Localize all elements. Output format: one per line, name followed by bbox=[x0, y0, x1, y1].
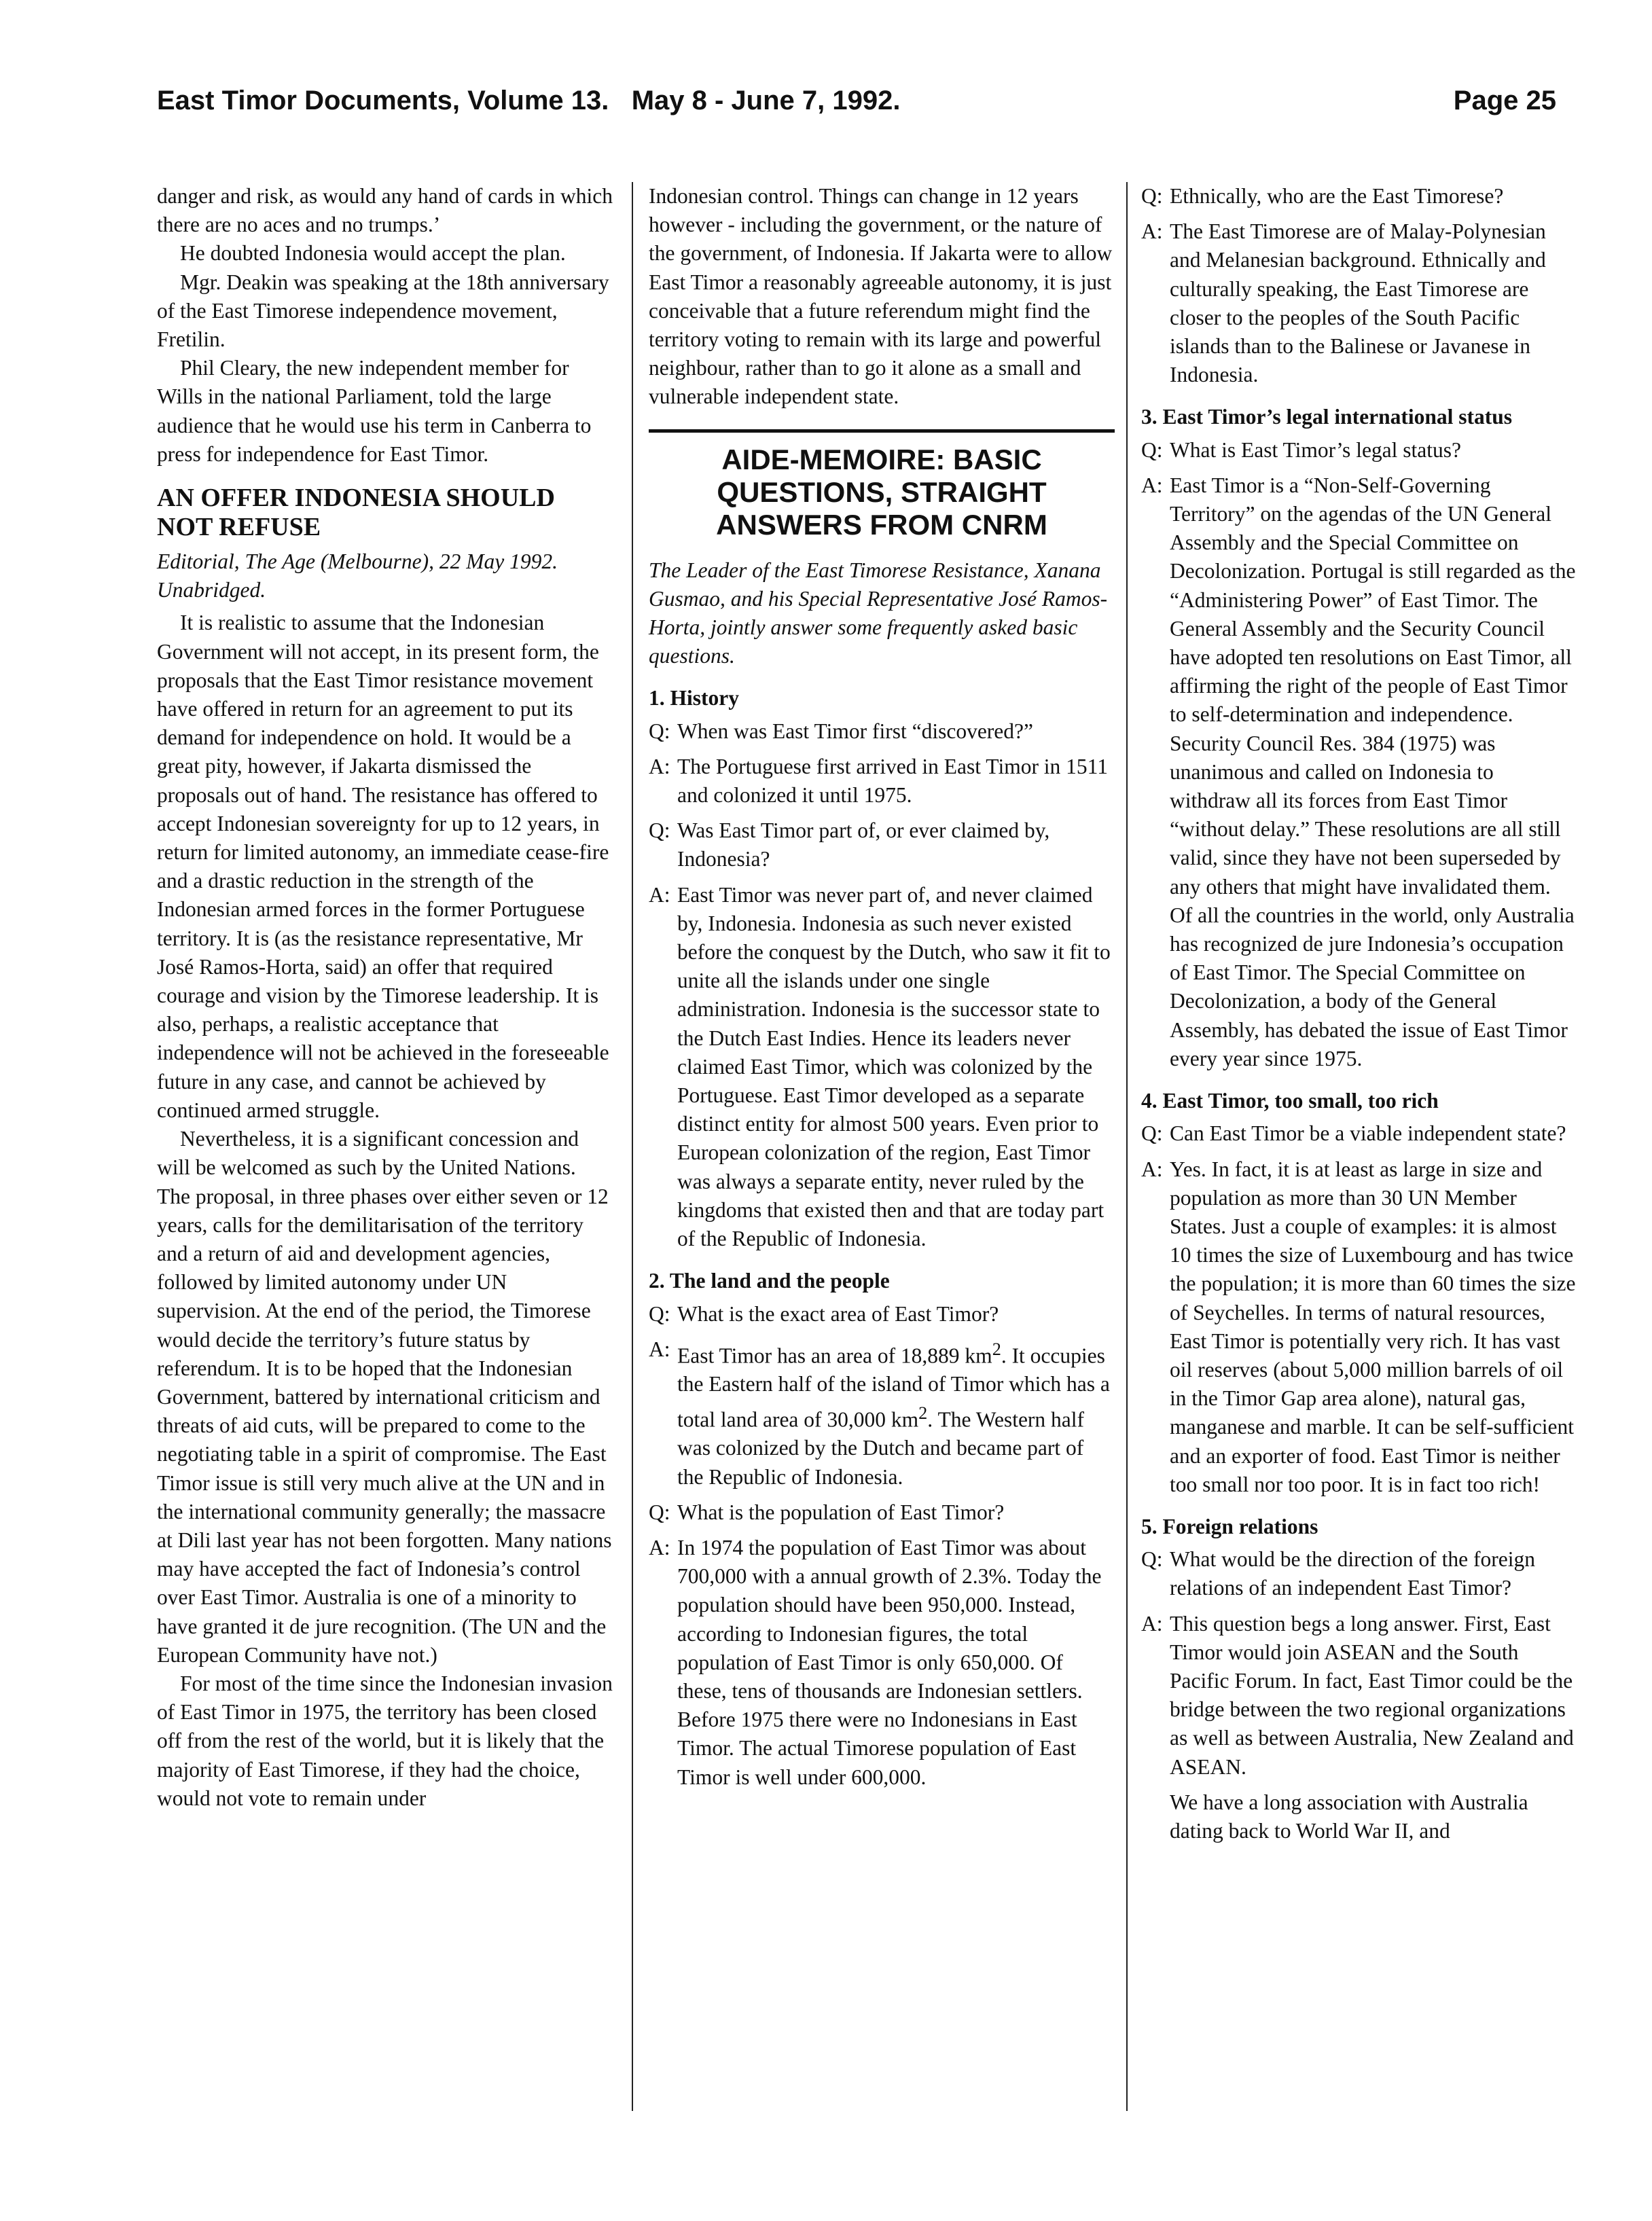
page-number: Page 25 bbox=[1453, 86, 1556, 115]
section-heading: 3. East Timor’s legal international status bbox=[1141, 405, 1513, 429]
article-byline: Editorial, The Age (Melbourne), 22 May 1992. Unabridged. bbox=[157, 549, 558, 602]
column-divider bbox=[1126, 182, 1128, 2111]
question: Q: Can East Timor be a viable independent state? bbox=[1141, 1121, 1566, 1146]
paragraph: He doubted Indonesia would accept the plan. bbox=[180, 241, 566, 266]
answer: A: East Timor is a “Non-Self-Governing Territory” on the agendas of the UN General Assembly and the Special Committee on Decolonization. Portugal is still regarded as the “Administering Power” of East Timor. The General Assembly and the Security Council have adopted ten resolutions on East Timor, all affirming the right of the people of East Timor to self-determination and independence. Security Council Res. 384 (1975) was unanimous and called on Indonesia to withdraw all its forces from East Timor “without delay.” These resolutions are all still valid, since they have not been superseded by any others that might have invalidated them. Of all the countries in the world, only Australia has recognized de jure Indonesia’s occupation of East Timor. The Special Committee on Decolonization, a body of the General Assembly, has debated the issue of East Timor every year since 1975. bbox=[1141, 473, 1576, 1070]
column-1 bbox=[157, 182, 613, 1813]
paragraph: Nevertheless, it is a significant concession and will be welcomed as such by the United Nations. The proposal, in three phases over either seven or 12 years, calls for the demilitarisation of the territory and a return of aid and development agencies, followed by limited autonomy under UN supervision. At the end of the period, the Timorese would decide the territory’s future status by referendum. It is to be hoped that the Indonesian Government, battered by international criticism and threats of aid cuts, will be prepared to come to the negotiating table in a spirit of compromise. The East Timor issue is still very much alive at the UN and in the international community generally; the massacre at Dili last year has not been forgotten. Many nations may have accepted the fact of Indonesia’s control over East Timor. Australia is one of a minority to have granted it de jure recognition. (The UN and the European Community have not.) bbox=[157, 1127, 612, 1667]
answer: A: The East Timorese are of Malay-Polynesian and Melanesian background. Ethnically and culturally speaking, the East Timorese are closer to the peoples of the South Pacific islands than to the Balinese or Javanese in Indonesia. bbox=[1141, 219, 1546, 387]
question: Q: What is East Timor’s legal status? bbox=[1141, 437, 1462, 462]
question: Q: What is the exact area of East Timor? bbox=[649, 1301, 999, 1326]
question: Q: When was East Timor first “discovered?” bbox=[649, 719, 1033, 743]
page-header bbox=[157, 86, 1556, 133]
section-rule bbox=[649, 429, 1115, 433]
article-intro: The Leader of the East Timorese Resistance, Xanana Gusmao, and his Special Representative José Ramos-Horta, jointly answer some frequently asked basic questions. bbox=[649, 558, 1108, 668]
article-title: AN OFFER INDONESIA SHOULD NOT REFUSE bbox=[157, 484, 555, 542]
answer: A: This question begs a long answer. First, East Timor would join ASEAN and the South Pacific Forum. In fact, East Timor could be the bridge between the two regional organizations as well as between Australia, New Zealand and ASEAN. bbox=[1141, 1611, 1574, 1779]
section-heading: 1. History bbox=[649, 686, 739, 710]
question: Q: What would be the direction of the foreign relations of an independent East Timor? bbox=[1141, 1547, 1535, 1600]
paragraph: Mgr. Deakin was speaking at the 18th anniversary of the East Timorese independence movement, Fretilin. bbox=[157, 270, 609, 352]
section-heading: 5. Foreign relations bbox=[1141, 1514, 1318, 1538]
area-answer: East Timor has an area of 18,889 $km^2$. It occupies the Eastern half of the island of Timor which has a total land area of 30,000 $km^2$. The Western half was colonized by the Dutch and became part of the Republic of Indonesia. bbox=[677, 1339, 1110, 1489]
question: Q: Ethnically, who are the East Timorese? bbox=[1141, 184, 1504, 208]
question: Q: Was East Timor part of, or ever claimed by, Indonesia? bbox=[649, 818, 1050, 871]
answer: A: In 1974 the population of East Timor was about 700,000 with a annual growth of 2.3%. Today the population should have been 950,000. Instead, according to Indonesian figures, the total population of East Timor is only 650,000. Of these, tens of thousands are Indonesian settlers. Before 1975 there were no Indonesians in East Timor. The actual Timorese population of East Timor is well under 600,000. bbox=[649, 1535, 1102, 1789]
column-divider bbox=[632, 182, 633, 2111]
paragraph: It is realistic to assume that the Indonesian Government will not accept, in its present form, the proposals that the East Timor resistance movement have offered in return for an agreement to put its demand for independence on hold. It would be a great pity, however, if Jakarta dismissed the proposals out of hand. The resistance has offered to accept Indonesian sovereignty for up to 12 years, in return for limited autonomy, an immediate cease-fire and a drastic reduction in the strength of the Indonesian armed forces in the former Portuguese territory. It is (as the resistance representative, Mr José Ramos-Horta, said) an offer that required courage and vision by the Timorese leadership. It is also, perhaps, a realistic acceptance that independence will not be achieved in the foreseeable future in any case, and cannot be achieved by continued armed struggle. bbox=[157, 611, 609, 1122]
section-heading: 2. The land and the people bbox=[649, 1269, 890, 1293]
paragraph: We have a long association with Australia dating back to World War II, and bbox=[1170, 1790, 1528, 1843]
column-3 bbox=[1141, 182, 1576, 1845]
answer: A: The Portuguese first arrived in East Timor in 1511 and colonized it until 1975. bbox=[649, 754, 1109, 808]
article-title: AIDE-MEMOIRE: BASIC QUESTIONS, STRAIGHT ANSWERS FROM CNRM bbox=[716, 443, 1047, 541]
paragraph: Phil Cleary, the new independent member for Wills in the national Parliament, told the large audience that he would use his term in Canberra to press for independence for East Timor. bbox=[157, 356, 592, 466]
running-title: East Timor Documents, Volume 13. May 8 - June 7, 1992. bbox=[157, 86, 901, 115]
question: Q: What is the population of East Timor? bbox=[649, 1500, 1005, 1524]
paragraph: danger and risk, as would any hand of cards in which there are no aces and no trumps.’ bbox=[157, 184, 613, 237]
paragraph: Indonesian control. Things can change in 12 years however - including the government, or the nature of the government, of Indonesia. If Jakarta were to allow East Timor a reasonably agreeable autonomy, it is just conceivable that a future referendum might find the territory voting to remain with its large and powerful neighbour, rather than to go it alone as a small and vulnerable independent state. bbox=[649, 184, 1113, 409]
answer: A: Yes. In fact, it is at least as large in size and population as more than 30 UN Member States. Just a couple of examples: it is almost 10 times the size of Luxembourg and has twice the population; it is more than 60 times the size of Seychelles. In terms of natural resources, East Timor is potentially very rich. It has vast oil reserves (about 5,000 million barrels of oil in the Timor Gap area alone), natural gas, manganese and marble. It can be self-sufficient and an exporter of food. East Timor is neither too small nor too poor. It is in fact too rich! bbox=[1141, 1157, 1576, 1496]
section-heading: 4. East Timor, too small, too rich bbox=[1141, 1089, 1439, 1113]
paragraph: For most of the time since the Indonesian invasion of East Timor in 1975, the territory has been closed off from the rest of the world, but it is likely that the majority of East Timorese, if they had the choice, would not vote to remain under bbox=[157, 1671, 613, 1810]
column-2 bbox=[649, 182, 1115, 1799]
answer: A: East Timor was never part of, and never claimed by, Indonesia. Indonesia as such never existed before the conquest by the Dutch, who saw it fit to unite all the islands under one single administration. Indonesia is the successor state to the Dutch East Indies. Hence its leaders never claimed East Timor, which was colonized by the Portuguese. East Timor developed as a separate distinct entity for almost 500 years. Even prior to European colonization of the region, East Timor was always a separate entity, never ruled by the kingdoms that existed then and that are today part of the Republic of Indonesia. bbox=[649, 882, 1111, 1251]
answer: A: East Timor has an area of 18,889 $km^2$. It occupies the Eastern half of the island of Timor which has a total land area of 30,000 $km^2$. The Western half was colonized by the Dutch and became part of the Republic of Indonesia. bbox=[649, 1335, 1115, 1492]
